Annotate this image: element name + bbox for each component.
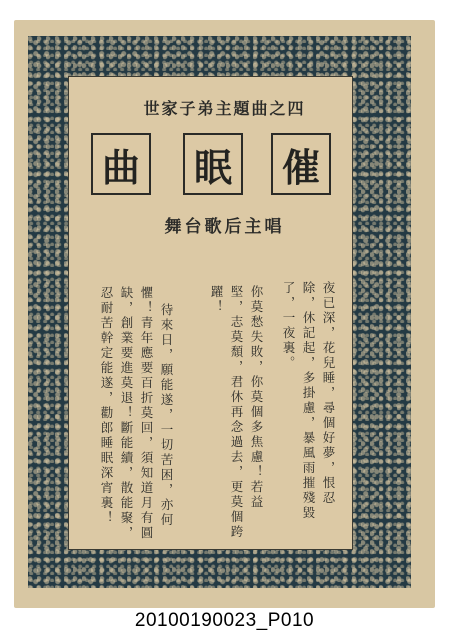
title-char-box-2: 眠 <box>183 133 243 195</box>
lyric-line-2: 除，休記起，多掛慮，暴風雨摧殘毀 <box>301 281 316 521</box>
lyric-line-5: 堅，志莫頹，君休再念過去，更莫個跨 <box>229 285 244 540</box>
title-char-box-3: 催 <box>271 133 331 195</box>
series-title: 世家子弟主題曲之四 <box>143 99 306 118</box>
lyric-line-9: 缺，創業要進莫退！斷能續，散能聚， <box>119 286 134 541</box>
lyric-line-3: 了，一夜裏。 <box>281 281 296 371</box>
lyric-line-1: 夜已深，花兒睡，尋個好夢，恨忍 <box>321 281 336 506</box>
lyric-line-8: 懼！青年應要百折莫回，須知道月有圓 <box>139 286 154 541</box>
lyric-line-10: 忍耐苦幹定能遂，勸郎睡眠深宵裏！ <box>99 286 114 526</box>
image-id-caption: 20100190023_P010 <box>134 610 315 631</box>
lyric-line-4: 你莫愁失敗，你莫個多焦慮！若益 <box>249 285 264 510</box>
song-title <box>91 133 336 197</box>
lyric-line-7: 待來日，願能遂，一切苦困，亦何 <box>159 303 174 528</box>
lyric-line-6: 躍！ <box>209 285 224 315</box>
title-char-box-1: 曲 <box>91 133 151 195</box>
singer-credit: 舞台歌后主唱 <box>164 217 285 237</box>
